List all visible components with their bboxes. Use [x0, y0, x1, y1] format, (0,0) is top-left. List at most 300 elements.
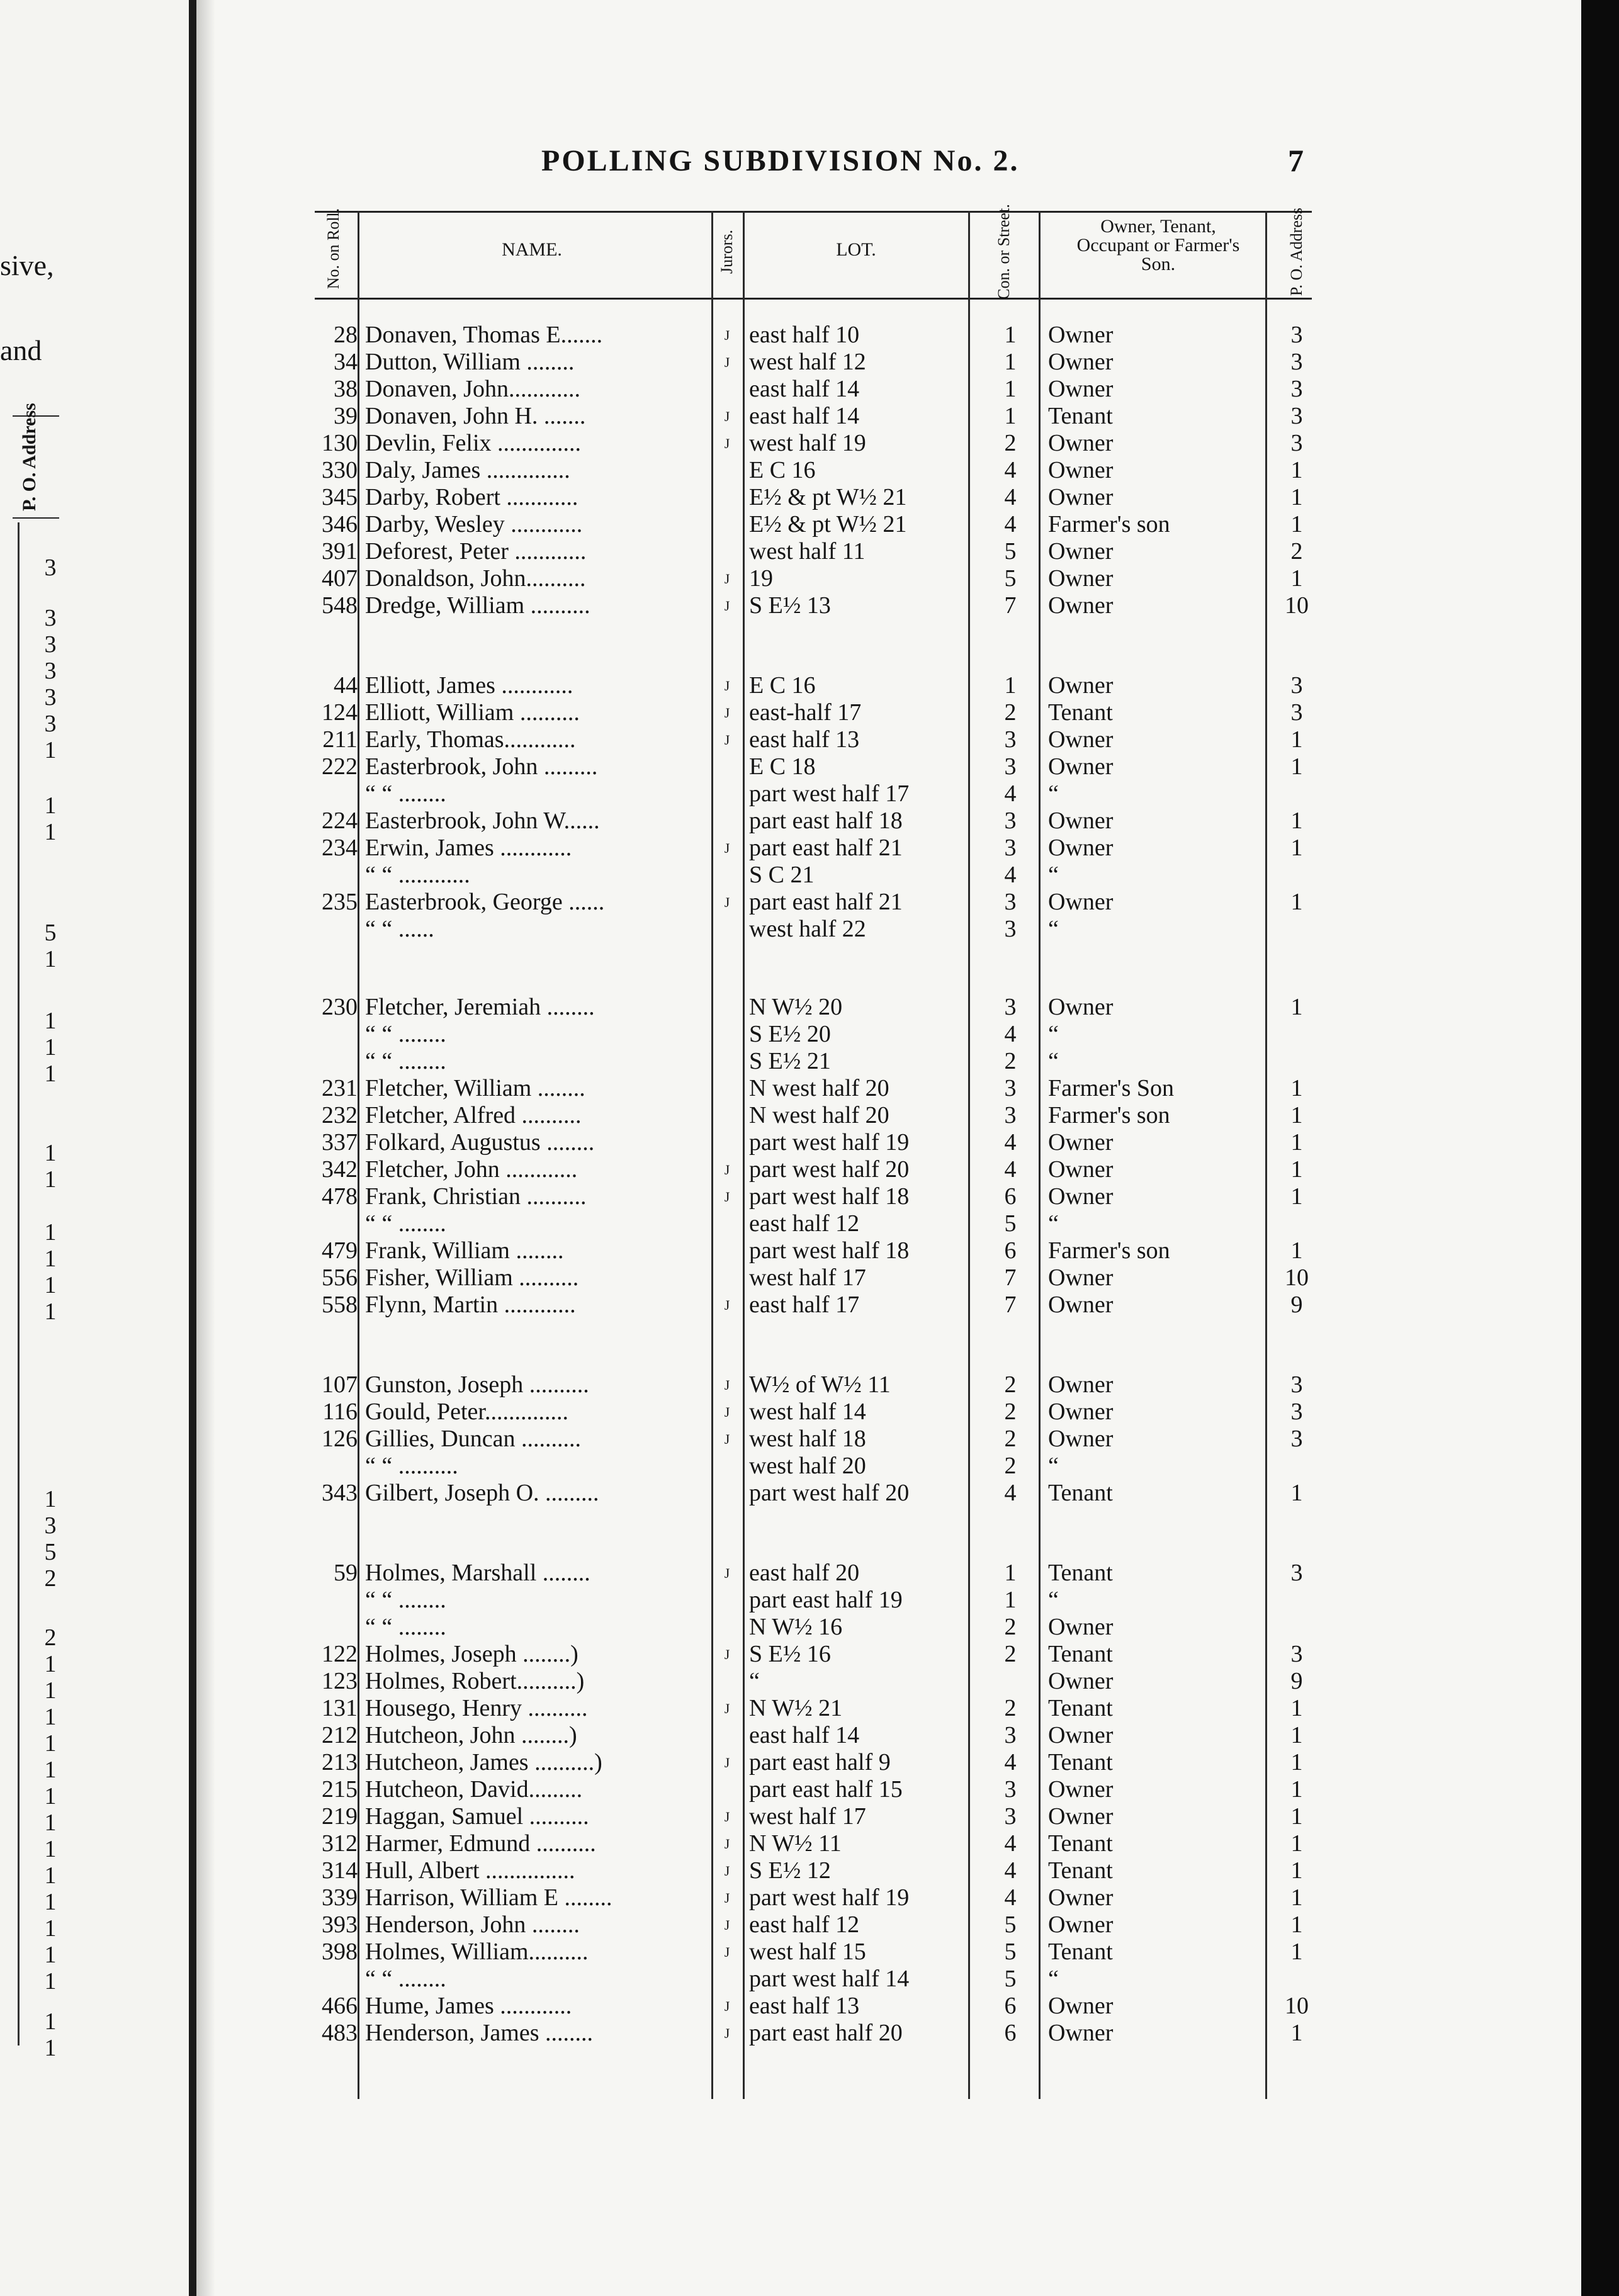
lot-description: N west half 20: [749, 1102, 889, 1128]
lot-description: part east half 20: [749, 2020, 903, 2046]
header-lot: LOT.: [836, 239, 876, 260]
voter-name: “ “ ........: [365, 1614, 446, 1640]
po-address: 1: [1290, 726, 1303, 753]
concession: 4: [1004, 1021, 1017, 1047]
left-page-po-value: 1: [44, 1246, 57, 1272]
po-address: 1: [1290, 1803, 1303, 1830]
voter-name: Deforest, Peter ............: [365, 538, 587, 565]
voter-row: [0, 321, 1511, 348]
occupancy-status: Farmer's son: [1048, 511, 1170, 537]
lot-description: part east half 9: [749, 1749, 891, 1775]
voter-row: [0, 780, 1511, 807]
occupancy-status: Owner: [1048, 2020, 1114, 2046]
roll-number: 234: [322, 835, 358, 861]
occupancy-status: Farmer's son: [1048, 1102, 1170, 1128]
voter-row: [0, 1640, 1511, 1667]
concession: 5: [1004, 1939, 1017, 1965]
header-roll: No. on Roll.: [324, 208, 342, 290]
voter-name: Donaldson, John..........: [365, 565, 586, 592]
concession: 2: [1004, 1641, 1017, 1667]
lot-description: S E½ 21: [749, 1048, 831, 1074]
scan-border: [1581, 0, 1619, 2296]
occupancy-status: Owner: [1048, 1911, 1114, 1938]
concession: 4: [1004, 1156, 1017, 1183]
concession: 3: [1004, 994, 1017, 1020]
voter-row: [0, 483, 1511, 510]
po-address: 1: [1290, 1183, 1303, 1210]
left-page-po-value: 1: [44, 1836, 57, 1862]
po-address: 1: [1290, 1156, 1303, 1183]
voter-name: Frank, William ........: [365, 1237, 564, 1264]
concession: 1: [1004, 672, 1017, 699]
juror-mark: J: [724, 571, 730, 587]
concession: 4: [1004, 862, 1017, 888]
lot-description: S C 21: [749, 862, 815, 888]
voter-row: [0, 1210, 1511, 1237]
roll-number: 312: [322, 1830, 358, 1857]
occupancy-status: “: [1048, 780, 1059, 807]
voter-row: [0, 1613, 1511, 1640]
concession: 1: [1004, 1587, 1017, 1613]
concession: 4: [1004, 511, 1017, 537]
juror-mark: J: [724, 1297, 730, 1313]
voter-name: Hutcheon, John ........): [365, 1722, 577, 1748]
po-address: 10: [1285, 1264, 1309, 1291]
concession: 1: [1004, 349, 1017, 375]
concession: 1: [1004, 403, 1017, 429]
lot-description: part west half 20: [749, 1480, 910, 1506]
juror-mark: J: [724, 408, 730, 424]
lot-description: west half 12: [749, 349, 866, 375]
concession: 4: [1004, 780, 1017, 807]
po-address: 3: [1290, 1371, 1303, 1398]
po-address: 2: [1290, 538, 1303, 565]
concession: 4: [1004, 457, 1017, 483]
voter-name: Dutton, William ........: [365, 349, 575, 375]
occupancy-status: Owner: [1048, 322, 1114, 348]
lot-description: N W½ 21: [749, 1695, 843, 1721]
voter-row: [0, 510, 1511, 537]
left-page-text-fragment: and: [0, 334, 42, 366]
roll-number: 337: [322, 1129, 358, 1156]
concession: 1: [1004, 376, 1017, 402]
concession: 3: [1004, 916, 1017, 942]
concession: 6: [1004, 2020, 1017, 2046]
occupancy-status: Tenant: [1048, 1830, 1113, 1857]
lot-description: part west half 18: [749, 1237, 910, 1264]
voter-row: [0, 699, 1511, 726]
voter-row: [0, 1667, 1511, 1694]
concession: 3: [1004, 1722, 1017, 1748]
voter-row: [0, 1479, 1511, 1506]
po-address: 1: [1290, 1884, 1303, 1911]
concession: 2: [1004, 1371, 1017, 1398]
po-address: 3: [1290, 672, 1303, 699]
roll-number: 558: [322, 1292, 358, 1318]
lot-description: east-half 17: [749, 699, 862, 726]
voter-row: [0, 1830, 1511, 1857]
left-page-po-value: 5: [44, 920, 57, 946]
po-address: 3: [1290, 699, 1303, 726]
voter-name: Donaven, John............: [365, 376, 580, 402]
concession: 3: [1004, 835, 1017, 861]
juror-mark: J: [724, 1836, 730, 1852]
concession: 5: [1004, 565, 1017, 592]
left-page-po-value: 1: [44, 1809, 57, 1836]
concession: 2: [1004, 699, 1017, 726]
voter-row: [0, 1020, 1511, 1047]
concession: 2: [1004, 1426, 1017, 1452]
voter-row: [0, 429, 1511, 456]
po-address: 1: [1290, 1939, 1303, 1965]
header-jurors: Jurors.: [718, 229, 736, 274]
roll-number: 230: [322, 994, 358, 1020]
left-page-po-value: 2: [44, 1565, 57, 1592]
occupancy-status: Owner: [1048, 1884, 1114, 1911]
occupancy-status: Owner: [1048, 457, 1114, 483]
voter-name: Elliott, James ............: [365, 672, 573, 699]
left-page-po-value: 1: [44, 1008, 57, 1034]
voter-row: [0, 834, 1511, 861]
concession: 6: [1004, 1183, 1017, 1210]
occupancy-status: Owner: [1048, 994, 1114, 1020]
voter-name: Fletcher, John ............: [365, 1156, 578, 1183]
concession: 3: [1004, 753, 1017, 780]
roll-number: 391: [322, 538, 358, 565]
occupancy-status: Owner: [1048, 1426, 1114, 1452]
voter-name: Gould, Peter..............: [365, 1398, 568, 1425]
lot-description: E C 18: [749, 753, 816, 780]
po-address: 1: [1290, 889, 1303, 915]
po-address: 3: [1290, 349, 1303, 375]
lot-description: part west half 17: [749, 780, 910, 807]
lot-description: E½ & pt W½ 21: [749, 511, 907, 537]
po-address: 1: [1290, 1480, 1303, 1506]
voter-name: Donaven, John H. .......: [365, 403, 586, 429]
occupancy-status: Tenant: [1048, 1560, 1113, 1586]
roll-number: 28: [334, 322, 358, 348]
voter-row: [0, 1803, 1511, 1830]
roll-number: 126: [322, 1426, 358, 1452]
voter-name: Henderson, James ........: [365, 2020, 593, 2046]
lot-description: west half 20: [749, 1453, 866, 1479]
concession: 1: [1004, 322, 1017, 348]
occupancy-status: Tenant: [1048, 1939, 1113, 1965]
voter-row: [0, 1128, 1511, 1156]
occupancy-status: Owner: [1048, 889, 1114, 915]
left-page-po-value: 1: [44, 1677, 57, 1704]
juror-mark: J: [724, 1565, 730, 1581]
voter-row: [0, 915, 1511, 942]
concession: 4: [1004, 484, 1017, 510]
po-address: 3: [1290, 1560, 1303, 1586]
lot-description: east half 14: [749, 403, 860, 429]
voter-name: Frank, Christian ..........: [365, 1183, 587, 1210]
occupancy-status: Owner: [1048, 1183, 1114, 1210]
roll-number: 343: [322, 1480, 358, 1506]
lot-description: west half 17: [749, 1264, 866, 1291]
occupancy-status: “: [1048, 1210, 1059, 1237]
roll-number: 44: [334, 672, 358, 699]
lot-description: N W½ 16: [749, 1614, 843, 1640]
concession: 2: [1004, 1048, 1017, 1074]
voter-name: Folkard, Augustus ........: [365, 1129, 595, 1156]
occupancy-status: Owner: [1048, 430, 1114, 456]
lot-description: N W½ 20: [749, 994, 843, 1020]
lot-description: west half 17: [749, 1803, 866, 1830]
concession: 1: [1004, 1560, 1017, 1586]
voter-row: [0, 1452, 1511, 1479]
voter-name: Housego, Henry ..........: [365, 1695, 588, 1721]
juror-mark: J: [724, 598, 730, 614]
occupancy-status: Tenant: [1048, 1695, 1113, 1721]
po-address: 3: [1290, 322, 1303, 348]
roll-number: 123: [322, 1668, 358, 1694]
concession: 3: [1004, 1776, 1017, 1803]
voter-name: Easterbrook, George ......: [365, 889, 605, 915]
voter-row: [0, 993, 1511, 1020]
juror-mark: J: [724, 1998, 730, 2014]
po-address: 3: [1290, 1426, 1303, 1452]
roll-number: 224: [322, 808, 358, 834]
occupancy-status: Owner: [1048, 1292, 1114, 1318]
po-address: 3: [1290, 376, 1303, 402]
voter-row: [0, 1101, 1511, 1128]
roll-number: 124: [322, 699, 358, 726]
voter-name: Fletcher, William ........: [365, 1075, 585, 1101]
juror-mark: J: [724, 1944, 730, 1960]
occupancy-status: Owner: [1048, 1371, 1114, 1398]
po-address: 1: [1290, 1129, 1303, 1156]
roll-number: 211: [322, 726, 358, 753]
occupancy-status: Tenant: [1048, 1749, 1113, 1775]
concession: 4: [1004, 1830, 1017, 1857]
voter-name: Elliott, William ..........: [365, 699, 580, 726]
juror-mark: J: [724, 1809, 730, 1825]
voter-row: [0, 1884, 1511, 1911]
lot-description: part west half 19: [749, 1129, 910, 1156]
voter-row: [0, 2019, 1511, 2046]
lot-description: E C 16: [749, 672, 816, 699]
lot-description: west half 22: [749, 916, 866, 942]
left-page-po-value: 1: [44, 792, 57, 819]
roll-number: 212: [322, 1722, 358, 1748]
page-number: 7: [1288, 143, 1304, 178]
roll-number: 231: [322, 1075, 358, 1101]
concession: 5: [1004, 1210, 1017, 1237]
voter-name: Flynn, Martin ............: [365, 1292, 576, 1318]
lot-description: east half 14: [749, 376, 860, 402]
voter-name: Darby, Robert ............: [365, 484, 578, 510]
po-address: 1: [1290, 1075, 1303, 1101]
voter-name: Hutcheon, James ..........): [365, 1749, 602, 1775]
roll-number: 479: [322, 1237, 358, 1264]
concession: 2: [1004, 1398, 1017, 1425]
po-address: 1: [1290, 753, 1303, 780]
po-address: 3: [1290, 1641, 1303, 1667]
concession: 7: [1004, 1292, 1017, 1318]
lot-description: west half 15: [749, 1939, 866, 1965]
roll-number: 215: [322, 1776, 358, 1803]
voter-name: Daly, James ..............: [365, 457, 570, 483]
occupancy-status: Owner: [1048, 484, 1114, 510]
juror-mark: J: [724, 1890, 730, 1906]
left-page-po-value: 1: [44, 1942, 57, 1968]
po-address: 9: [1290, 1292, 1303, 1318]
left-page-po-value: 3: [44, 605, 57, 631]
lot-description: part west half 18: [749, 1183, 910, 1210]
voter-name: Henderson, John ........: [365, 1911, 580, 1938]
roll-number: 398: [322, 1939, 358, 1965]
roll-number: 39: [334, 403, 358, 429]
page-title: POLLING SUBDIVISION No. 2.: [541, 144, 1020, 177]
left-page-po-value: 1: [44, 1730, 57, 1757]
left-page-po-value: 1: [44, 1651, 57, 1677]
left-page-po-value: 1: [44, 1915, 57, 1942]
po-address: 1: [1290, 457, 1303, 483]
voter-row: [0, 537, 1511, 565]
lot-description: “: [749, 1668, 760, 1694]
voter-name: Devlin, Felix ..............: [365, 430, 582, 456]
concession: 7: [1004, 1264, 1017, 1291]
po-address: 1: [1290, 511, 1303, 537]
po-address: 3: [1290, 403, 1303, 429]
roll-number: 483: [322, 2020, 358, 2046]
juror-mark: J: [724, 1701, 730, 1716]
po-address: 1: [1290, 1749, 1303, 1775]
lot-description: part west half 19: [749, 1884, 910, 1911]
po-address: 10: [1285, 1993, 1309, 2019]
juror-mark: J: [724, 436, 730, 451]
juror-mark: J: [724, 354, 730, 370]
juror-mark: J: [724, 705, 730, 721]
lot-description: west half 11: [749, 538, 866, 565]
roll-number: 116: [322, 1398, 358, 1425]
po-address: 9: [1290, 1668, 1303, 1694]
occupancy-status: “: [1048, 1587, 1059, 1613]
left-page-po-value: 1: [44, 1783, 57, 1809]
lot-description: W½ of W½ 11: [749, 1371, 891, 1398]
occupancy-status: Farmer's son: [1048, 1237, 1170, 1264]
concession: 6: [1004, 1237, 1017, 1264]
left-page-po-value: 3: [44, 631, 57, 658]
header-po: P. O. Address: [1287, 207, 1306, 296]
occupancy-status: Owner: [1048, 376, 1114, 402]
lot-description: west half 18: [749, 1426, 866, 1452]
occupancy-status: Tenant: [1048, 1857, 1113, 1884]
voter-row: [0, 861, 1511, 888]
occupancy-status: Owner: [1048, 1776, 1114, 1803]
left-page-po-value: 1: [44, 1166, 57, 1193]
voter-row: [0, 1857, 1511, 1884]
occupancy-status: Owner: [1048, 835, 1114, 861]
roll-number: 107: [322, 1371, 358, 1398]
lot-description: west half 14: [749, 1398, 866, 1425]
voter-row: [0, 1291, 1511, 1318]
left-page-po-value: 5: [44, 1539, 57, 1565]
concession: 5: [1004, 1911, 1017, 1938]
occupancy-status: “: [1048, 1966, 1059, 1992]
voter-row: [0, 1371, 1511, 1398]
left-page-po-value: 1: [44, 2008, 57, 2035]
po-address: 1: [1290, 1695, 1303, 1721]
occupancy-status: Owner: [1048, 1156, 1114, 1183]
roll-number: 219: [322, 1803, 358, 1830]
roll-number: 346: [322, 511, 358, 537]
voter-row: [0, 672, 1511, 699]
lot-description: S E½ 13: [749, 592, 831, 619]
occupancy-status: Owner: [1048, 726, 1114, 753]
po-address: 3: [1290, 430, 1303, 456]
occupancy-status: Owner: [1048, 1264, 1114, 1291]
concession: 4: [1004, 1857, 1017, 1884]
roll-number: 38: [334, 376, 358, 402]
left-page-po-value: 1: [44, 737, 57, 763]
left-page-po-value: 1: [44, 1862, 57, 1889]
left-page-po-value: 1: [44, 946, 57, 972]
po-address: 1: [1290, 1830, 1303, 1857]
juror-mark: J: [724, 1646, 730, 1662]
voter-name: “ “ ........: [365, 1021, 446, 1047]
header-status: Owner, Tenant, Occupant or Farmer's Son.: [1076, 216, 1240, 274]
voter-row: [0, 1721, 1511, 1748]
roll-number: 232: [322, 1102, 358, 1128]
concession: 3: [1004, 1803, 1017, 1830]
voter-name: “ “ ........: [365, 1210, 446, 1237]
lot-description: S E½ 16: [749, 1641, 831, 1667]
voter-row: [0, 1748, 1511, 1775]
voter-row: [0, 1156, 1511, 1183]
left-page-po-value: 1: [44, 1486, 57, 1512]
roll-number: 339: [322, 1884, 358, 1911]
occupancy-status: Farmer's Son: [1048, 1075, 1175, 1101]
left-page-po-value: 3: [44, 658, 57, 684]
po-address: 3: [1290, 1398, 1303, 1425]
po-address: 1: [1290, 994, 1303, 1020]
lot-description: part east half 18: [749, 808, 903, 834]
roll-number: 59: [334, 1560, 358, 1586]
voter-row: [0, 375, 1511, 402]
juror-mark: J: [724, 732, 730, 748]
po-address: 1: [1290, 1102, 1303, 1128]
voter-row: [0, 1398, 1511, 1425]
voter-row: [0, 1965, 1511, 1992]
left-page-text-fragment: sive,: [0, 249, 54, 281]
po-address: 1: [1290, 1722, 1303, 1748]
left-page-po-value: 1: [44, 1704, 57, 1730]
juror-mark: J: [724, 1404, 730, 1420]
concession: 5: [1004, 1966, 1017, 1992]
occupancy-status: “: [1048, 916, 1059, 942]
lot-description: 19: [749, 565, 773, 592]
left-page-po-value: 1: [44, 1061, 57, 1087]
voter-name: Easterbrook, John W......: [365, 808, 600, 834]
left-page-po-value: 1: [44, 1298, 57, 1325]
header-con: Con. or Street.: [995, 204, 1013, 300]
voter-row: [0, 1775, 1511, 1803]
voter-name: “ “ ........: [365, 1966, 446, 1992]
juror-mark: J: [724, 840, 730, 856]
voter-row: [0, 402, 1511, 429]
left-page-po-header: P. O. Address: [19, 403, 40, 511]
lot-description: E½ & pt W½ 21: [749, 484, 907, 510]
voter-row: [0, 1047, 1511, 1074]
occupancy-status: Owner: [1048, 1398, 1114, 1425]
voter-row: [0, 1183, 1511, 1210]
occupancy-status: Owner: [1048, 808, 1114, 834]
roll-number: 213: [322, 1749, 358, 1775]
left-page-po-value: 1: [44, 1219, 57, 1246]
